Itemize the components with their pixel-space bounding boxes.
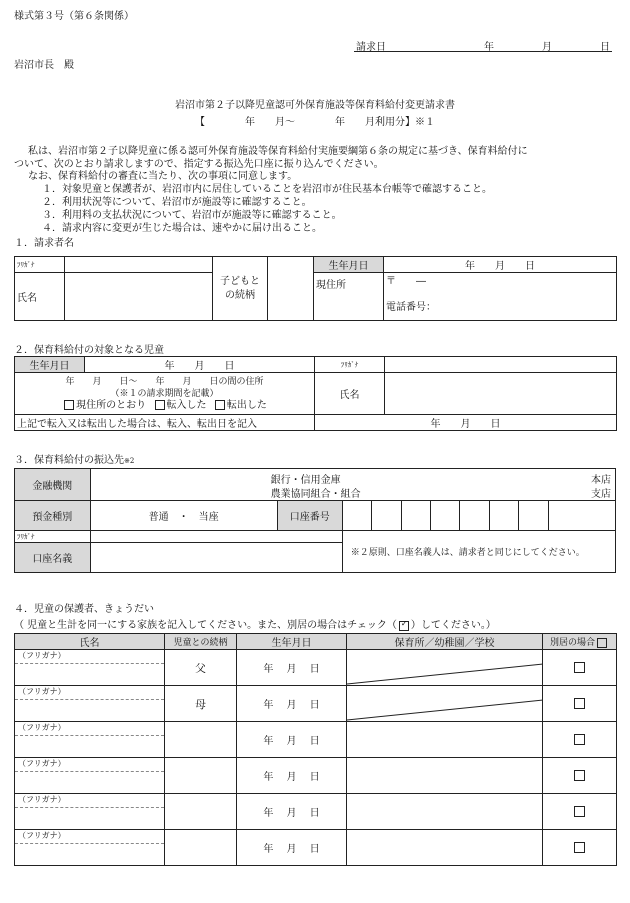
bank-field[interactable] <box>90 469 615 501</box>
family-birth[interactable]: 年 月 日 <box>237 650 347 686</box>
requester-name-label: 氏名 <box>15 273 65 321</box>
col-school: 保育所／幼稚園／学校 <box>347 634 543 650</box>
period-address-note: （※１の請求期間を記載） <box>110 388 219 399</box>
child-birth-field[interactable]: 年 月 日 <box>85 357 315 373</box>
child-furigana-label: ﾌﾘｶﾞﾅ <box>315 357 385 373</box>
consent-item-3: ３．利用料の支払状況について、岩沼市が施設等に確認すること。 <box>42 210 342 221</box>
family-name-field[interactable] <box>15 650 165 686</box>
family-row <box>15 758 617 794</box>
family-school[interactable] <box>347 794 543 830</box>
bank-label: 金融機関 <box>15 469 91 501</box>
family-table <box>14 633 617 866</box>
postal-code: 〒 ― <box>386 276 426 287</box>
period-address-cell <box>15 373 315 415</box>
furigana-label: （フリガナ） <box>15 650 164 664</box>
request-date-label: 請求日 <box>356 42 386 53</box>
period-address-label: 年 月 日～ 年 月 日の間の住所 <box>65 376 264 387</box>
separate-checkbox[interactable] <box>543 794 617 830</box>
page-title: 岩沼市第２子以降児童認可外保育施設等保育料給付変更請求書 <box>175 100 455 111</box>
section4-note-end: ）してください。） <box>410 620 496 631</box>
family-school[interactable] <box>347 758 543 794</box>
family-birth[interactable]: 年 月 日 <box>237 830 347 866</box>
request-date-year: 年 <box>484 42 494 53</box>
branch-head: 本店 <box>591 475 611 486</box>
request-date-month: 月 <box>542 42 552 53</box>
section3-heading-note: ※2 <box>124 457 135 465</box>
family-name-field[interactable] <box>15 794 165 830</box>
family-row <box>15 650 617 686</box>
bank-table <box>14 468 616 573</box>
consent-item-1: １．対象児童と保護者が、岩沼市内に居住していることを岩沼市が住民基本台帳等で確認すること。 <box>42 184 492 195</box>
intro-consent: なお、保育料給付の審査に当たり、次の事項に同意します。 <box>28 171 298 182</box>
move-date-note: 上記で転入又は転出した場合は、転入、転出日を記入 <box>15 415 315 431</box>
family-school[interactable] <box>347 650 543 686</box>
child-furigana-field[interactable] <box>385 357 617 373</box>
address-options <box>17 400 312 412</box>
family-relation[interactable]: 母 <box>165 686 237 722</box>
separate-checkbox[interactable] <box>543 758 617 794</box>
account-digit[interactable] <box>519 501 548 531</box>
phone-number: 電話番号： <box>386 302 436 313</box>
holder-furigana-label: ﾌﾘｶﾞﾅ <box>15 531 91 543</box>
requester-table <box>14 256 617 321</box>
family-name-field[interactable] <box>15 830 165 866</box>
intro-line-1: 私は、岩沼市第２子以降児童に係る認可外保育施設等保育料給付実施要綱第６条の規定に基づき、保育料給付に <box>28 146 528 157</box>
option-moved-out: 転出した <box>226 399 267 411</box>
consent-item-4: ４．請求内容に変更が生じた場合は、速やかに届け出ること。 <box>42 223 322 234</box>
child-table <box>14 356 617 431</box>
holder-furigana-field[interactable] <box>90 531 342 543</box>
separate-checkbox[interactable] <box>543 686 617 722</box>
family-school[interactable] <box>347 686 543 722</box>
family-name-field[interactable] <box>15 758 165 794</box>
account-digit[interactable] <box>401 501 430 531</box>
option-moved-in: 転入した <box>166 399 207 411</box>
separate-checkbox[interactable] <box>543 830 617 866</box>
col-relation: 児童との続柄 <box>165 634 237 650</box>
family-row <box>15 794 617 830</box>
family-school[interactable] <box>347 722 543 758</box>
bank-type-1: 銀行・信用金庫 <box>270 475 341 486</box>
usage-period: 【 年 月～ 年 月利用分】※１ <box>195 117 435 128</box>
separate-checkbox[interactable] <box>543 722 617 758</box>
family-name-field[interactable] <box>15 686 165 722</box>
family-relation[interactable] <box>165 794 237 830</box>
separate-checkbox[interactable] <box>543 650 617 686</box>
family-row <box>15 686 617 722</box>
family-relation[interactable] <box>165 758 237 794</box>
family-row <box>15 830 617 866</box>
family-birth[interactable]: 年 月 日 <box>237 758 347 794</box>
family-school[interactable] <box>347 830 543 866</box>
account-digit[interactable] <box>489 501 518 531</box>
account-digit[interactable] <box>372 501 401 531</box>
requester-name-field[interactable] <box>65 273 213 321</box>
holder-field[interactable] <box>90 543 342 573</box>
section4-note-text: （ 児童と生計を同一にする家族を記入してください。また、別居の場合はチェック（ <box>14 620 397 631</box>
furigana-label: （フリガナ） <box>15 830 164 844</box>
bank-type-2: 農業協同組合・組合 <box>270 489 361 500</box>
family-birth[interactable]: 年 月 日 <box>237 794 347 830</box>
account-digit[interactable] <box>431 501 460 531</box>
section3-heading-text: ３．保育料給付の振込先 <box>14 455 124 466</box>
account-digit[interactable] <box>548 501 615 531</box>
holder-label: 口座名義 <box>15 543 91 573</box>
family-row <box>15 722 617 758</box>
furigana-label: （フリガナ） <box>15 722 164 736</box>
furigana-label: （フリガナ） <box>15 794 164 808</box>
option-current-address: 現住所のとおり <box>76 399 147 411</box>
account-number-label: 口座番号 <box>277 501 342 531</box>
strike-line <box>347 686 543 722</box>
section1-heading: １．請求者名 <box>14 238 74 249</box>
request-date-day: 日 <box>600 42 610 53</box>
col-check-icon <box>597 638 607 648</box>
section4-heading: ４．児童の保護者、きょうだい <box>14 604 154 615</box>
consent-item-2: ２．利用状況等について、岩沼市が施設等に確認すること。 <box>42 197 312 208</box>
family-relation[interactable] <box>165 722 237 758</box>
account-type-label: 預金種別 <box>15 501 91 531</box>
check-sample-icon: ✓ <box>399 621 409 631</box>
requester-birth-field[interactable]: 年 月 日 <box>384 257 617 273</box>
family-relation[interactable] <box>165 830 237 866</box>
col-name: 氏名 <box>15 634 165 650</box>
form-number: 様式第３号（第６条関係） <box>14 11 134 22</box>
account-digit[interactable] <box>342 501 371 531</box>
section4-note <box>14 616 496 631</box>
col-separate <box>543 634 617 650</box>
child-birth-label: 生年月日 <box>15 357 85 373</box>
family-relation[interactable]: 父 <box>165 650 237 686</box>
child-name-field[interactable] <box>385 373 617 415</box>
address-label: 現住所 <box>314 273 384 321</box>
child-name-label: 氏名 <box>315 373 385 415</box>
family-name-field[interactable] <box>15 722 165 758</box>
strike-line <box>347 650 543 686</box>
section3-heading <box>14 451 134 466</box>
intro-line-2: ついて、次のとおり請求しますので、指定する振込先口座に振り込んでください。 <box>14 159 384 170</box>
relation-label: 子どもと の続柄 <box>213 257 268 321</box>
col-birth: 生年月日 <box>237 634 347 650</box>
move-date-field[interactable]: 年 月 日 <box>315 415 617 431</box>
date-underline <box>354 51 612 52</box>
requester-furigana-field[interactable] <box>65 257 213 273</box>
family-birth[interactable]: 年 月 日 <box>237 686 347 722</box>
checkbox-moved-out[interactable] <box>215 400 225 410</box>
requester-furigana-label: ﾌﾘｶﾞﾅ <box>15 257 65 273</box>
furigana-label: （フリガナ） <box>15 686 164 700</box>
holder-note: ※２原則、口座名義人は、請求者と同じにしてください。 <box>342 531 615 573</box>
section2-heading: ２．保育料給付の対象となる児童 <box>14 345 164 356</box>
checkbox-current-address[interactable] <box>64 400 74 410</box>
requester-birth-label: 生年月日 <box>314 257 384 273</box>
address-field[interactable] <box>384 273 617 321</box>
col-separate-label: 別居の場合 <box>549 638 595 648</box>
account-digit[interactable] <box>460 501 489 531</box>
addressee: 岩沼市長 殿 <box>14 60 74 71</box>
branch-sub: 支店 <box>591 489 611 500</box>
furigana-label: （フリガナ） <box>15 758 164 772</box>
account-type-field[interactable]: 普通 ・ 当座 <box>90 501 277 531</box>
checkbox-moved-in[interactable] <box>155 400 165 410</box>
family-birth[interactable]: 年 月 日 <box>237 722 347 758</box>
relation-field[interactable] <box>268 257 314 321</box>
